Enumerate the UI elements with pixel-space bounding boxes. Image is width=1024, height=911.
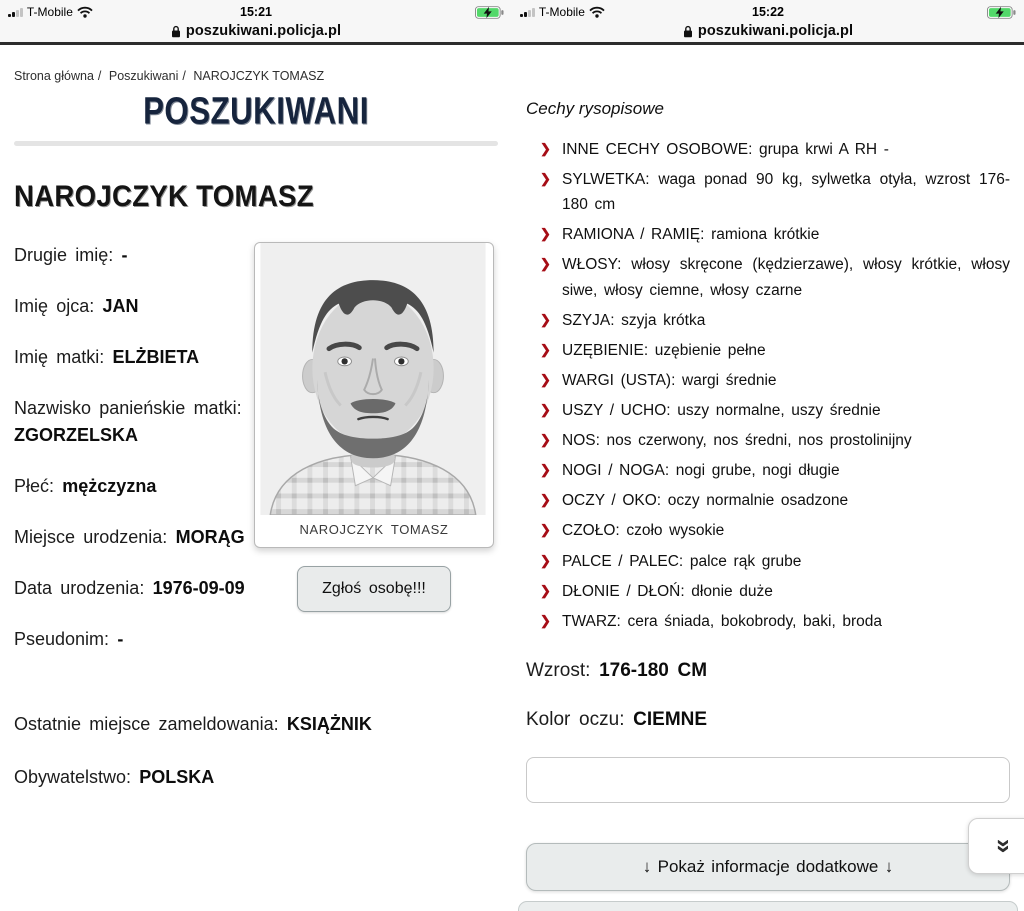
photo-caption: NAROJCZYK TOMASZ xyxy=(299,522,449,537)
status-bar xyxy=(0,0,512,45)
list-item: ❯ OCZY / OKO: oczy normalnie osadzone xyxy=(538,488,1010,513)
list-item: ❯ NOGI / NOGA: nogi grube, nogi długie xyxy=(538,458,1010,483)
arrow-bullet-icon: ❯ xyxy=(540,582,551,598)
cell-signal-icon xyxy=(8,7,23,17)
carrier-label: T-Mobile xyxy=(26,5,73,19)
page-title: NAROJCZYK TOMASZ xyxy=(14,180,314,213)
site-logo: POSZUKIWANI xyxy=(143,89,369,133)
section-title-cechy-rysopisowe: Cechy rysopisowe xyxy=(526,99,664,118)
list-item: ❯ INNE CECHY OSOBOWE: grupa krwi A RH - xyxy=(538,137,1010,162)
padlock-icon xyxy=(171,25,181,38)
url-bar[interactable] xyxy=(0,20,512,42)
person-details xyxy=(14,242,252,677)
url-text: poszukiwani.policja.pl xyxy=(697,23,854,39)
status-bar xyxy=(512,0,1024,45)
mugshot-card xyxy=(254,242,494,548)
chevrons-up-icon: « xyxy=(986,838,1016,854)
breadcrumb-separator: / xyxy=(97,69,102,83)
list-item: ❯ DŁONIE / DŁOŃ: dłonie duże xyxy=(538,579,1010,604)
list-item: ❯ WARGI (USTA): wargi średnie xyxy=(538,368,1010,393)
status-time: 15:21 xyxy=(240,5,272,19)
detail-row: Nazwisko panieńskie matki: ZGORZELSKA xyxy=(14,398,242,445)
list-item: ❯ SYLWETKA: waga ponad 90 kg, sylwetka otyła, wzrost 176-180 cm xyxy=(538,167,1010,217)
carrier-label: T-Mobile xyxy=(538,5,585,19)
breadcrumb-current: NAROJCZYK TOMASZ xyxy=(193,69,325,83)
detail-row: Ostatnie miejsce zameldowania: KSIĄŻNIK xyxy=(14,714,372,734)
breadcrumb xyxy=(14,69,498,83)
list-item: ❯ RAMIONA / RAMIĘ: ramiona krótkie xyxy=(538,222,1010,247)
show-more-info-button[interactable]: ↓ Pokaż informacje dodatkowe ↓ xyxy=(526,843,1010,891)
arrow-bullet-icon: ❯ xyxy=(540,256,551,272)
mugshot-photo xyxy=(255,243,491,515)
wifi-icon xyxy=(77,6,93,18)
status-time: 15:22 xyxy=(752,5,784,19)
detail-row: Drugie imię: - xyxy=(14,245,128,265)
arrow-bullet-icon: ❯ xyxy=(540,341,551,357)
battery-charging-icon xyxy=(987,6,1016,19)
arrow-bullet-icon: ❯ xyxy=(540,141,551,156)
arrow-bullet-icon: ❯ xyxy=(540,552,551,568)
detail-row: Imię matki: ELŻBIETA xyxy=(14,347,200,367)
scroll-to-top-button[interactable] xyxy=(968,818,1024,874)
cell-signal-icon xyxy=(520,7,535,17)
list-item: ❯ TWARZ: cera śniada, bokobrody, baki, broda xyxy=(538,609,1010,634)
list-item: ❯ SZYJA: szyja krótka xyxy=(538,308,1010,333)
arrow-bullet-icon: ❯ xyxy=(540,311,551,327)
detail-row: Miejsce urodzenia: MORĄG xyxy=(14,527,245,547)
detail-row: Imię ojca: JAN xyxy=(14,296,139,316)
list-item: ❯ WŁOSY: włosy skręcone (kędzierzawe), włosy krótkie, włosy siwe, włosy ciemne, włosy czarne xyxy=(538,252,1010,302)
feature-list xyxy=(526,137,1010,634)
list-item: ❯ PALCE / PALEC: palce rąk grube xyxy=(538,549,1010,574)
height-row: Wzrost: 176-180 CM xyxy=(526,659,708,681)
url-bar[interactable] xyxy=(512,20,1024,42)
list-item: ❯ CZOŁO: czoło wysokie xyxy=(538,518,1010,543)
arrow-bullet-icon: ❯ xyxy=(540,226,551,242)
arrow-bullet-icon: ❯ xyxy=(540,462,551,478)
additional-info-panel xyxy=(526,757,1010,803)
arrow-bullet-icon: ❯ xyxy=(540,612,551,628)
breadcrumb-poszukiwani-link[interactable]: Poszukiwani xyxy=(108,69,179,83)
eye-color-row: Kolor oczu: CIEMNE xyxy=(526,708,708,730)
detail-row: Data urodzenia: 1976-09-09 xyxy=(14,578,245,598)
breadcrumb-separator: / xyxy=(182,69,186,83)
list-item: ❯ UZĘBIENIE: uzębienie pełne xyxy=(538,338,1010,363)
detail-row: Pseudonim: - xyxy=(14,629,124,649)
breadcrumb-home-link[interactable]: Strona główna xyxy=(14,69,94,83)
list-item: ❯ NOS: nos czerwony, nos średni, nos prostolinijny xyxy=(538,428,1010,453)
detail-row: Płeć: mężczyzna xyxy=(14,476,157,496)
url-text: poszukiwani.policja.pl xyxy=(185,23,342,39)
arrow-bullet-icon: ❯ xyxy=(540,401,551,417)
wifi-icon xyxy=(589,6,605,18)
battery-charging-icon xyxy=(475,6,504,19)
arrow-bullet-icon: ❯ xyxy=(540,492,551,508)
arrow-bullet-icon: ❯ xyxy=(540,171,551,187)
arrow-bullet-icon: ❯ xyxy=(540,432,551,448)
detail-row: Obywatelstwo: POLSKA xyxy=(14,767,215,787)
padlock-icon xyxy=(683,25,693,38)
next-section-edge xyxy=(518,901,1018,911)
list-item: ❯ USZY / UCHO: uszy normalne, uszy średnie xyxy=(538,398,1010,423)
report-person-button[interactable]: Zgłoś osobę!!! xyxy=(297,566,451,612)
arrow-bullet-icon: ❯ xyxy=(540,522,551,538)
arrow-bullet-icon: ❯ xyxy=(540,371,551,387)
screenshot-right xyxy=(512,0,1024,911)
